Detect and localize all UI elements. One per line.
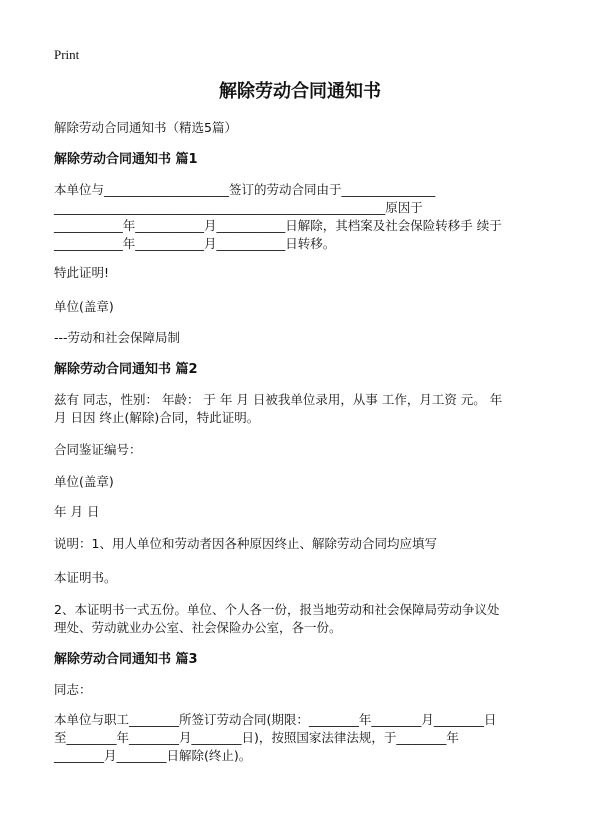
body-line: ___________年___________月___________日解除，其档案及社会保险转移手 续于 — [54, 218, 502, 233]
body-line: 至________年________月________日)，按照国家法律法规，于________年 — [54, 730, 459, 745]
body-line: 本单位与____________________签订的劳动合同由于_______________ — [54, 182, 436, 197]
body-line: 本单位与职工________所签订劳动合同(期限：________年________月________日 — [54, 712, 497, 727]
paragraph: 单位(盖章) — [54, 474, 114, 489]
body-line: ___________年___________月___________日转移。 — [54, 236, 336, 251]
body-line: 理处、劳动就业办公室、社会保险办公室，各一份。 — [54, 620, 342, 635]
body-line: 月 日因 终止(解除)合同，特此证明。 — [54, 410, 260, 425]
paragraph: 本证明书。 — [54, 570, 117, 585]
body-line: _____________________________________________________原因于 — [54, 200, 423, 215]
paragraph: 特此证明! — [54, 265, 110, 280]
paragraph: 单位(盖章) — [54, 299, 114, 314]
subtitle: 解除劳动合同通知书（精选5篇） — [54, 120, 237, 135]
section-heading-2: 解除劳动合同通知书 篇2 — [54, 362, 198, 377]
print-link[interactable]: Print — [54, 47, 80, 62]
section-heading-3: 解除劳动合同通知书 篇3 — [54, 652, 198, 667]
body-line: 2、本证明书一式五份。单位、个人各一份，报当地劳动和社会保障局劳动争议处 — [54, 602, 500, 617]
section-heading-1: 解除劳动合同通知书 篇1 — [54, 152, 198, 167]
paragraph: 说明：1、用人单位和劳动者因各种原因终止、解除劳动合同均应填写 — [54, 536, 437, 551]
paragraph: 年 月 日 — [54, 504, 100, 519]
body-line: ________月________日解除(终止)。 — [54, 748, 252, 763]
page-title: 解除劳动合同通知书 — [219, 81, 381, 102]
paragraph: 合同鉴证编号： — [54, 442, 142, 457]
paragraph: 同志： — [54, 682, 92, 697]
body-line: 兹有 同志，性别： 年龄： 于 年 月 日被我单位录用，从事 工作，月工资 元。 年 — [54, 392, 503, 407]
paragraph: ---劳动和社会保障局制 — [54, 330, 181, 345]
